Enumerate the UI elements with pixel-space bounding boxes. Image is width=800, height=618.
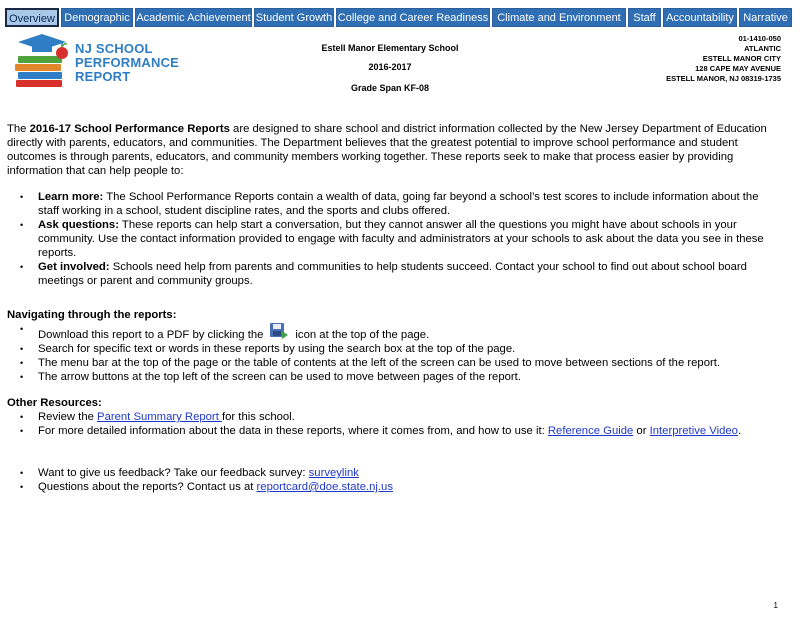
list-item [7, 424, 779, 438]
bullet-text: The School Performance Reports contain a wealth of data, going far beyond a school’s test scores to include information about the staff working in a school, student discipline rates, and the sports and clubs offered. [38, 191, 759, 217]
navigating-heading: Navigating through the reports: [7, 309, 177, 321]
arrow-instruction: The arrow buttons at the top left of the screen can be used to move between pages of the report. [38, 371, 521, 383]
list-item [7, 480, 779, 494]
tab-climate-environment[interactable]: Climate and Environment [492, 8, 626, 27]
tab-demographic[interactable]: Demographic [61, 8, 133, 27]
intro-paragraph [7, 122, 779, 178]
survey-link[interactable]: surveylink [308, 467, 359, 479]
logo-line-2: PERFORMANCE [75, 55, 180, 70]
navigating-list [7, 322, 779, 384]
nj-school-performance-logo [12, 32, 192, 92]
list-item [7, 322, 779, 342]
pdf-instruction-after: icon at the top of the page. [295, 329, 430, 341]
county: ATLANTIC [744, 44, 781, 53]
tab-college-career-readiness[interactable]: College and Career Readiness [336, 8, 490, 27]
street-address: 128 CAPE MAY AVENUE [695, 64, 781, 73]
or-text: or [633, 425, 650, 437]
school-code: 01-1410-050 [738, 34, 781, 43]
tab-staff[interactable]: Staff [628, 8, 661, 27]
school-address [581, 34, 781, 84]
pdf-instruction-text: Download this report to a PDF by clicking the [38, 329, 264, 341]
tab-academic-achievement[interactable]: Academic Achievement [135, 8, 252, 27]
questions-text: Questions about the reports? Contact us at [38, 481, 257, 493]
page-number: 1 [773, 601, 778, 610]
city-state-zip: ESTELL MANOR, NJ 08319-1735 [666, 74, 781, 83]
bullet-text: These reports can help start a conversation, but they cannot answer all the questions you might have about schools in your community. Use the contact information provided to engage with faculty and administrators at your schools to ask about the data you see in these reports. [38, 219, 764, 259]
books-apple-icon [12, 32, 72, 90]
list-item [7, 410, 779, 424]
interpretive-video-link[interactable]: Interpretive Video [649, 425, 738, 437]
other-resources-list [7, 410, 779, 438]
other-resources-heading: Other Resources: [7, 397, 102, 409]
benefits-list [7, 190, 779, 288]
main-content [7, 122, 779, 494]
list-item [7, 218, 779, 260]
tab-student-growth[interactable]: Student Growth [254, 8, 334, 27]
logo-line-3: REPORT [75, 69, 131, 84]
school-header [290, 42, 490, 101]
logo-line-1: NJ SCHOOL [75, 41, 153, 56]
review-text: Review the [38, 411, 98, 423]
list-item [7, 342, 779, 356]
bullet-lead: Learn more: [38, 191, 104, 203]
intro-rest: are designed to share school and district information collected by the New Jersey Department of Education directly with parents, educators, and communities. The Department believes that the greatest potential to improve school performance and student outcomes is through parents, educators, and community members working together. These reports seek to make that process easier by providing information that can help people to: [7, 123, 767, 177]
menu-instruction: The menu bar at the top of the page or the table of contents at the left of the screen can be used to move between sections of the report. [38, 357, 721, 369]
reference-guide-link[interactable]: Reference Guide [547, 425, 634, 437]
parent-summary-report-link[interactable]: Parent Summary Report [97, 411, 222, 423]
tab-overview[interactable]: Overview [5, 8, 59, 27]
bullet-text: Schools need help from parents and communities to help students succeed. Contact your school to find out about school board meetings or parent and community groups. [38, 261, 747, 287]
more-info-text: For more detailed information about the data in these reports, where it comes from, and how to use it: [38, 425, 548, 437]
tab-accountability[interactable]: Accountability [663, 8, 737, 27]
list-item [7, 466, 779, 480]
list-item [7, 260, 779, 288]
feedback-text: Want to give us feedback? Take our feedback survey: [38, 467, 309, 479]
review-after-text: for this school. [221, 411, 295, 423]
school-year: 2016-2017 [368, 62, 412, 72]
period-text: . [737, 425, 742, 437]
district: ESTELL MANOR CITY [702, 54, 781, 63]
bullet-lead: Get involved: [38, 261, 110, 273]
feedback-list [7, 466, 779, 494]
contact-email-link[interactable]: reportcard@doe.state.nj.us [256, 481, 393, 493]
intro-bold: 2016-17 School Performance Reports [29, 123, 230, 135]
list-item [7, 190, 779, 218]
bullet-lead: Ask questions: [38, 219, 119, 231]
grade-span: Grade Span KF-08 [350, 83, 430, 93]
save-pdf-icon[interactable] [269, 322, 289, 340]
search-instruction: Search for specific text or words in these reports by using the search box at the top of the page. [38, 343, 516, 355]
list-item [7, 370, 779, 384]
list-item [7, 356, 779, 370]
tab-narrative[interactable]: Narrative [739, 8, 792, 27]
intro-prefix: The [7, 123, 30, 135]
school-name: Estell Manor Elementary School [321, 43, 459, 53]
